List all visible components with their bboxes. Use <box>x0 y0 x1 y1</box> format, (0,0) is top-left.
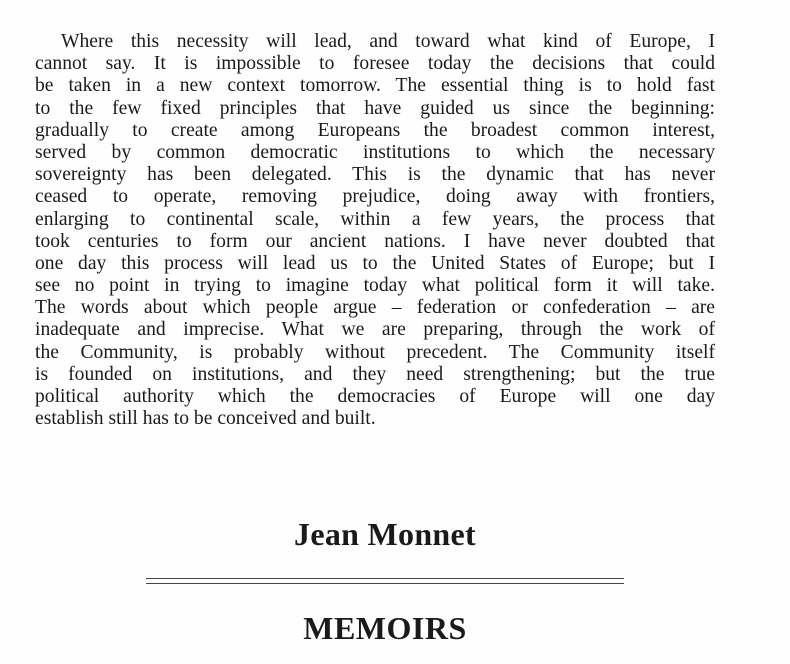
passage-line: establish still has to be conceived and built. <box>35 408 376 430</box>
book-title: MEMOIRS <box>303 610 467 646</box>
quote-passage <box>35 31 715 430</box>
passage-line: to the few fixed principles that have guided us since the beginning: <box>35 97 715 119</box>
passage-line: sovereignty has been delegated. This is the dynamic that has never <box>35 164 715 186</box>
passage-line: took centuries to form our ancient nations. I have never doubted that <box>35 230 715 252</box>
passage-line: gradually to create among Europeans the broadest common interest, <box>35 119 715 141</box>
passage-line: one day this process will lead us to the United States of Europe; but I <box>35 252 715 274</box>
passage-line: cannot say. It is impossible to foresee today the decisions that could <box>35 53 715 75</box>
passage-line: inadequate and imprecise. What we are preparing, through the work of <box>35 319 715 341</box>
divider-rule-top <box>146 578 624 579</box>
passage-line: The words about which people argue – federation or confederation – are <box>35 297 715 319</box>
passage-line: is founded on institutions, and they need strengthening; but the true <box>35 363 715 385</box>
passage-line: political authority which the democracies of Europe will one day <box>35 386 715 407</box>
passage-line: served by common democratic institutions to which the necessary <box>35 141 715 163</box>
passage-line: the Community, is probably without precedent. The Community itself <box>35 341 715 363</box>
passage-line: be taken in a new context tomorrow. The essential thing is to hold fast <box>35 75 715 97</box>
passage-line: enlarging to continental scale, within a few years, the process that <box>35 208 715 230</box>
passage-line: ceased to operate, removing prejudice, doing away with frontiers, <box>35 186 715 208</box>
passage-line: see no point in trying to imagine today what political form it will take. <box>35 275 715 297</box>
author-name: Jean Monnet <box>294 516 476 552</box>
passage-line: Where this necessity will lead, and toward what kind of Europe, I <box>61 31 715 52</box>
divider-rule-bottom <box>146 583 624 584</box>
